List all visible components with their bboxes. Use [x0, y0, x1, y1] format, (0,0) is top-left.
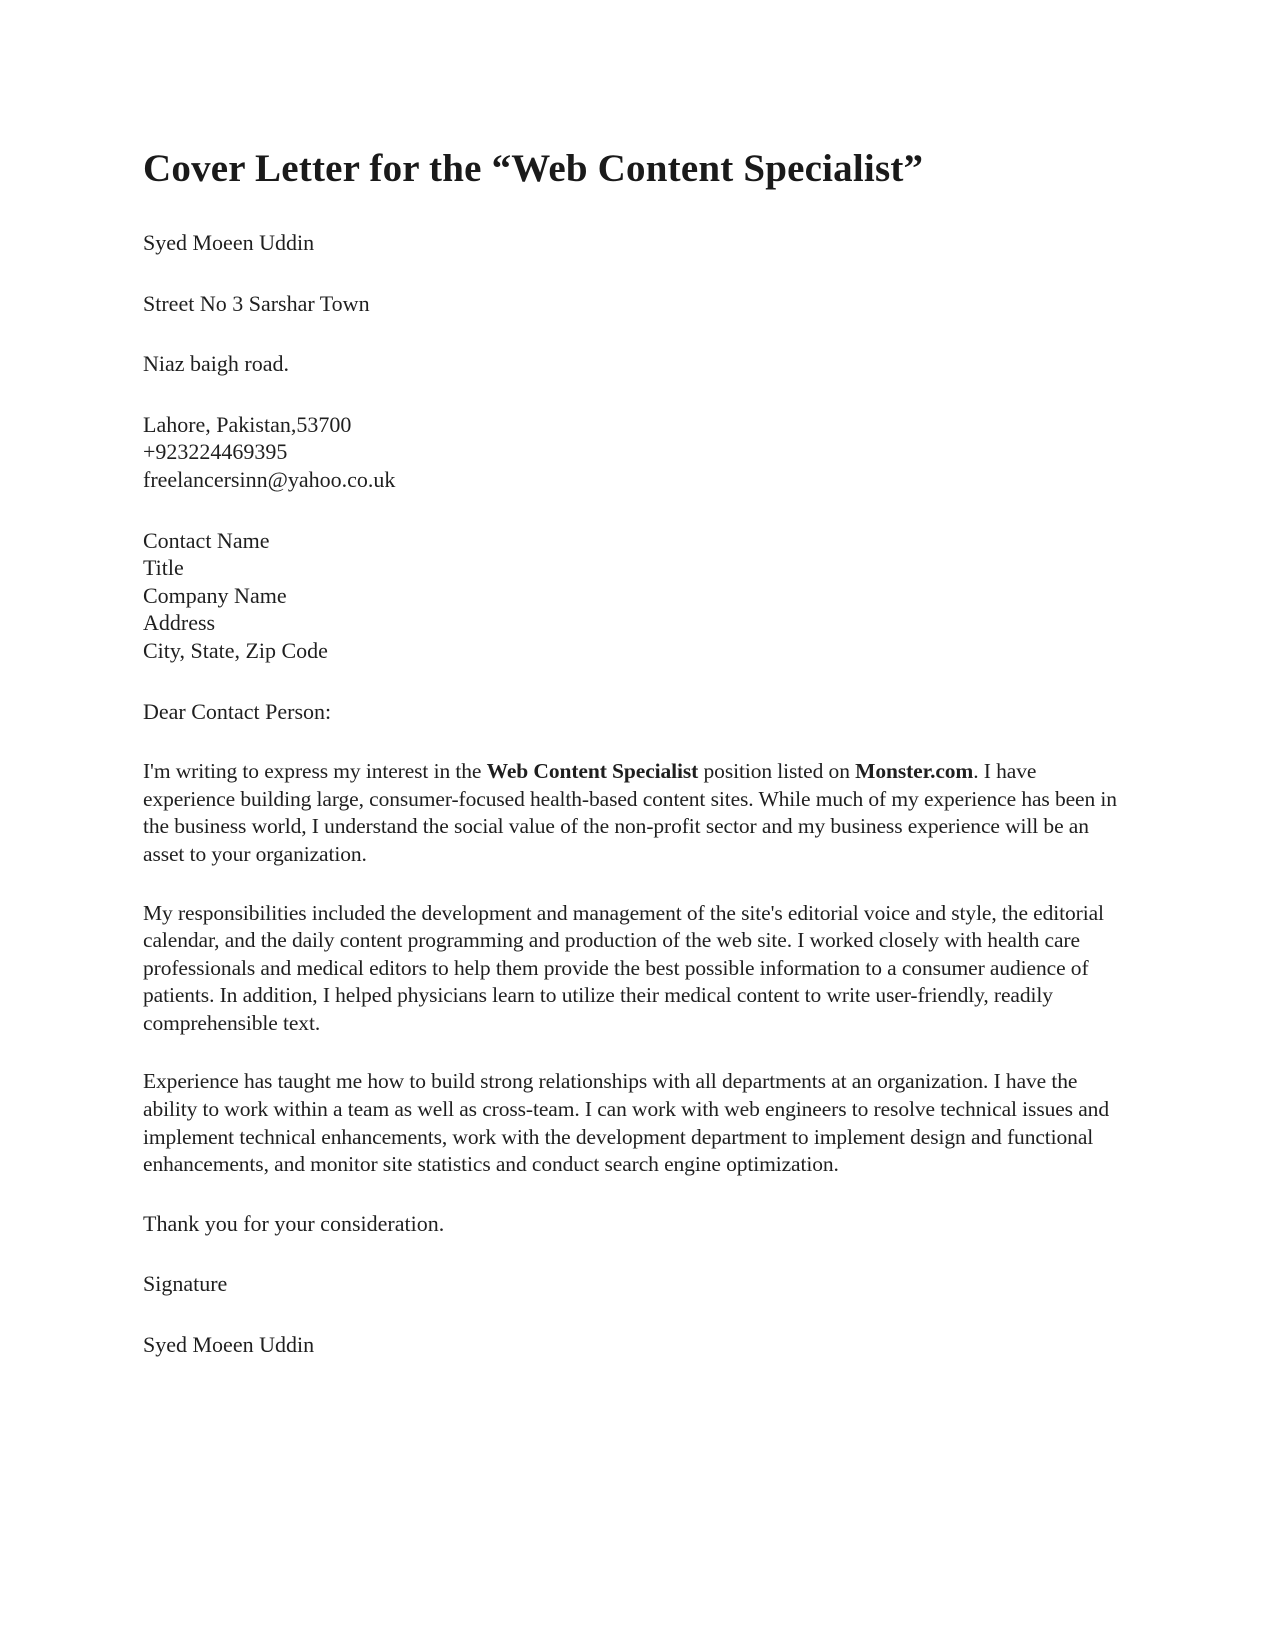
- sender-name-block: [143, 229, 1123, 257]
- sender-contact-block: [143, 411, 1123, 494]
- paragraph-1-bold-position: Web Content Specialist: [486, 759, 699, 784]
- closing-line: Thank you for your consideration.: [143, 1210, 445, 1236]
- recipient-contact-name: Contact Name: [143, 527, 270, 553]
- paragraph-1-bold-site: Monster.com: [855, 759, 974, 784]
- sender-phone: +923224469395: [143, 439, 288, 465]
- recipient-title: Title: [143, 555, 184, 581]
- salutation-block: [143, 698, 1123, 726]
- closing-block: [143, 1210, 1123, 1238]
- sender-city-line: Lahore, Pakistan,53700: [143, 411, 352, 437]
- paragraph-1-text-after: . I have experience building large, consumer-focused health-based content sites. While much of my experience has been in the business world, I understand the social value of the non-profit sector and my business experience will be an asset to your organization.: [143, 759, 1117, 866]
- salutation: Dear Contact Person:: [143, 698, 332, 724]
- recipient-city-state-zip: City, State, Zip Code: [143, 637, 328, 663]
- sender-street-block: [143, 290, 1123, 318]
- sender-road: Niaz baigh road.: [143, 351, 289, 377]
- recipient-address: Address: [143, 610, 216, 636]
- page-title: Cover Letter for the “Web Content Specialist”: [143, 147, 924, 190]
- recipient-block: [143, 527, 1123, 665]
- signature-name: Syed Moeen Uddin: [143, 1332, 315, 1358]
- paragraph-1-text-middle: position listed on: [698, 759, 856, 784]
- body-paragraph-2: My responsibilities included the development and management of the site's editorial voice and style, the editorial calendar, and the daily content programming and production of the web site. I worked closely with health care professionals and medical editors to help them provide the best possible information to a consumer audience of patients. In addition, I helped physicians learn to utilize their medical content to write user-friendly, readily comprehensible text.: [143, 900, 1104, 1035]
- paragraph-1-text-before: I'm writing to express my interest in the: [143, 759, 487, 784]
- sender-name: Syed Moeen Uddin: [143, 230, 315, 255]
- sender-street: Street No 3 Sarshar Town: [143, 290, 370, 316]
- body-paragraph-3: Experience has taught me how to build strong relationships with all departments at an organization. I have the ability to work within a team as well as cross-team. I can work with web engineers to resolve technical issues and implement technical enhancements, work with the development department to implement design and functional enhancements, and monitor site statistics and conduct search engine optimization.: [143, 1069, 1109, 1177]
- sender-road-block: [143, 350, 1123, 378]
- recipient-company: Company Name: [143, 582, 287, 608]
- body-paragraph-1: [143, 758, 1123, 868]
- signature-label: Signature: [143, 1271, 228, 1297]
- signature-label-block: [143, 1270, 1123, 1298]
- sender-email: freelancersinn@yahoo.co.uk: [143, 466, 396, 492]
- signature-name-block: [143, 1331, 1123, 1359]
